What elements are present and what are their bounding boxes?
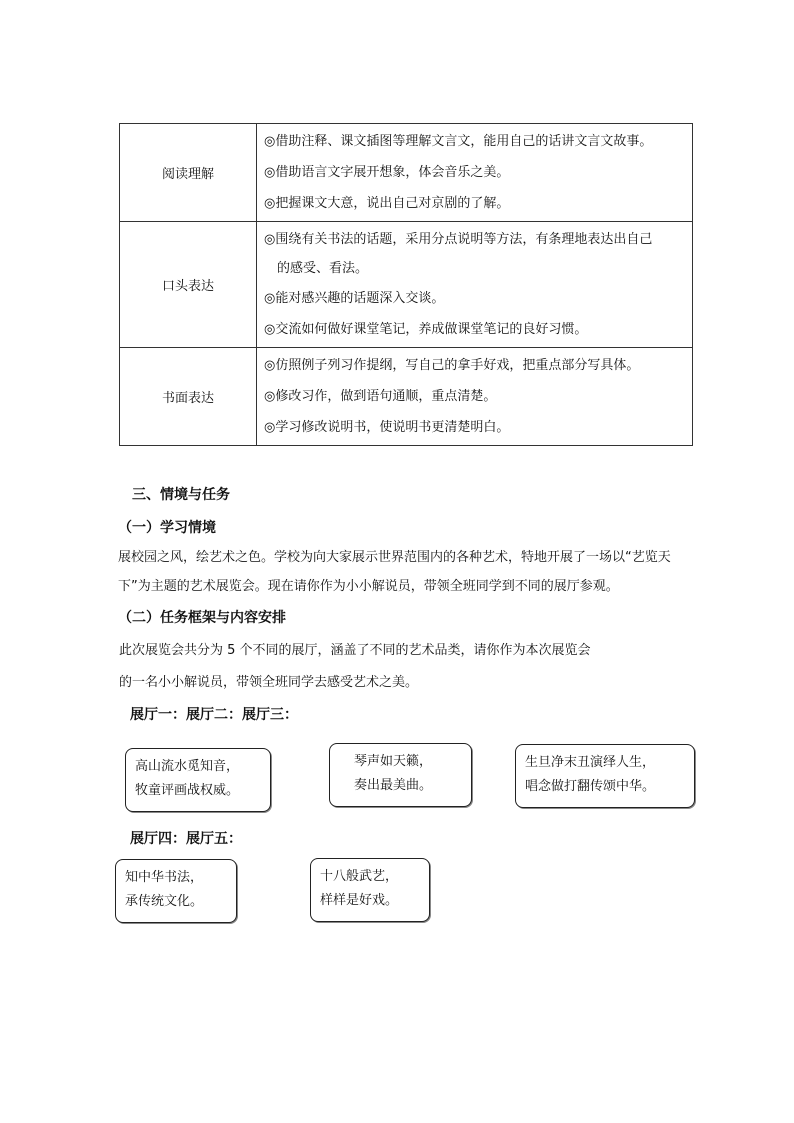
paragraph-line: 下”为主题的艺术展览会。现在请你作为小小解说员，带领全班同学到不同的展厅参观。 — [118, 579, 619, 594]
items-cell — [257, 348, 693, 446]
objective-item-continuation: 的感受、看法。 — [277, 260, 369, 276]
subsection-title: （一）学习情境 — [118, 520, 216, 536]
table-row — [120, 348, 693, 446]
subsection-title: （二）任务框架与内容安排 — [118, 610, 286, 626]
objective-item: ◎把握课文大意，说出自己对京剧的了解。 — [264, 196, 510, 211]
objective-item: ◎修改习作，做到语句通顺，重点清楚。 — [264, 389, 497, 404]
card-line: 生旦净末丑演绎人生， — [525, 755, 656, 770]
card-line: 高山流水觅知音， — [135, 759, 240, 774]
objective-item: ◎交流如何做好课堂笔记，养成做课堂笔记的良好习惯。 — [264, 321, 588, 337]
category-reading: 阅读理解 — [120, 124, 257, 222]
objective-item: ◎围绕有关书法的话题，采用分点说明等方法，有条理地表达出自己 — [264, 231, 653, 247]
objective-item: ◎借助注释、课文插图等理解文言文，能用自己的话讲文言文故事。 — [264, 134, 653, 149]
card-line: 知中华书法， — [125, 870, 204, 885]
card-line: 样样是好戏。 — [320, 893, 399, 908]
paragraph-line: 展校园之风，绘艺术之色。学校为向大家展示世界范围内的各种艺术，特地开展了一场以“艺览天 — [118, 550, 671, 565]
objectives-table — [119, 123, 693, 446]
table-row — [120, 124, 693, 222]
card-line: 琴声如天籁， — [354, 754, 433, 769]
objective-item: ◎学习修改说明书，使说明书更清楚明白。 — [264, 420, 510, 435]
paragraph-line: 的一名小小解说员，带领全班同学去感受艺术之美。 — [119, 675, 419, 690]
category-speaking: 口头表达 — [120, 222, 257, 348]
items-cell — [257, 222, 693, 348]
halls-label: 展厅一：展厅二：展厅三： — [130, 707, 298, 723]
hall-card — [310, 858, 430, 922]
hall-card — [515, 744, 695, 808]
card-line: 承传统文化。 — [125, 894, 204, 909]
section-title: 三、情境与任务 — [132, 487, 230, 503]
items-cell — [257, 124, 693, 222]
objective-item: ◎借助语言文字展开想象，体会音乐之美。 — [264, 165, 510, 180]
category-writing: 书面表达 — [120, 348, 257, 446]
table-row — [120, 222, 693, 348]
card-line: 牧童评画战权威。 — [135, 783, 240, 798]
halls-label: 展厅四：展厅五： — [130, 831, 242, 847]
hall-card — [329, 743, 472, 807]
objective-item: ◎仿照例子列习作提纲，写自己的拿手好戏，把重点部分写具体。 — [264, 358, 640, 373]
card-line: 唱念做打翻传颂中华。 — [525, 779, 656, 794]
objective-item: ◎能对感兴趣的话题深入交谈。 — [264, 290, 445, 306]
hall-card — [125, 748, 271, 812]
paragraph-line: 此次展览会共分为 5 个不同的展厅，涵盖了不同的艺术品类，请你作为本次展览会 — [119, 643, 591, 658]
card-line: 十八般武艺， — [320, 869, 399, 884]
card-line: 奏出最美曲。 — [354, 778, 433, 793]
hall-card — [115, 859, 237, 923]
